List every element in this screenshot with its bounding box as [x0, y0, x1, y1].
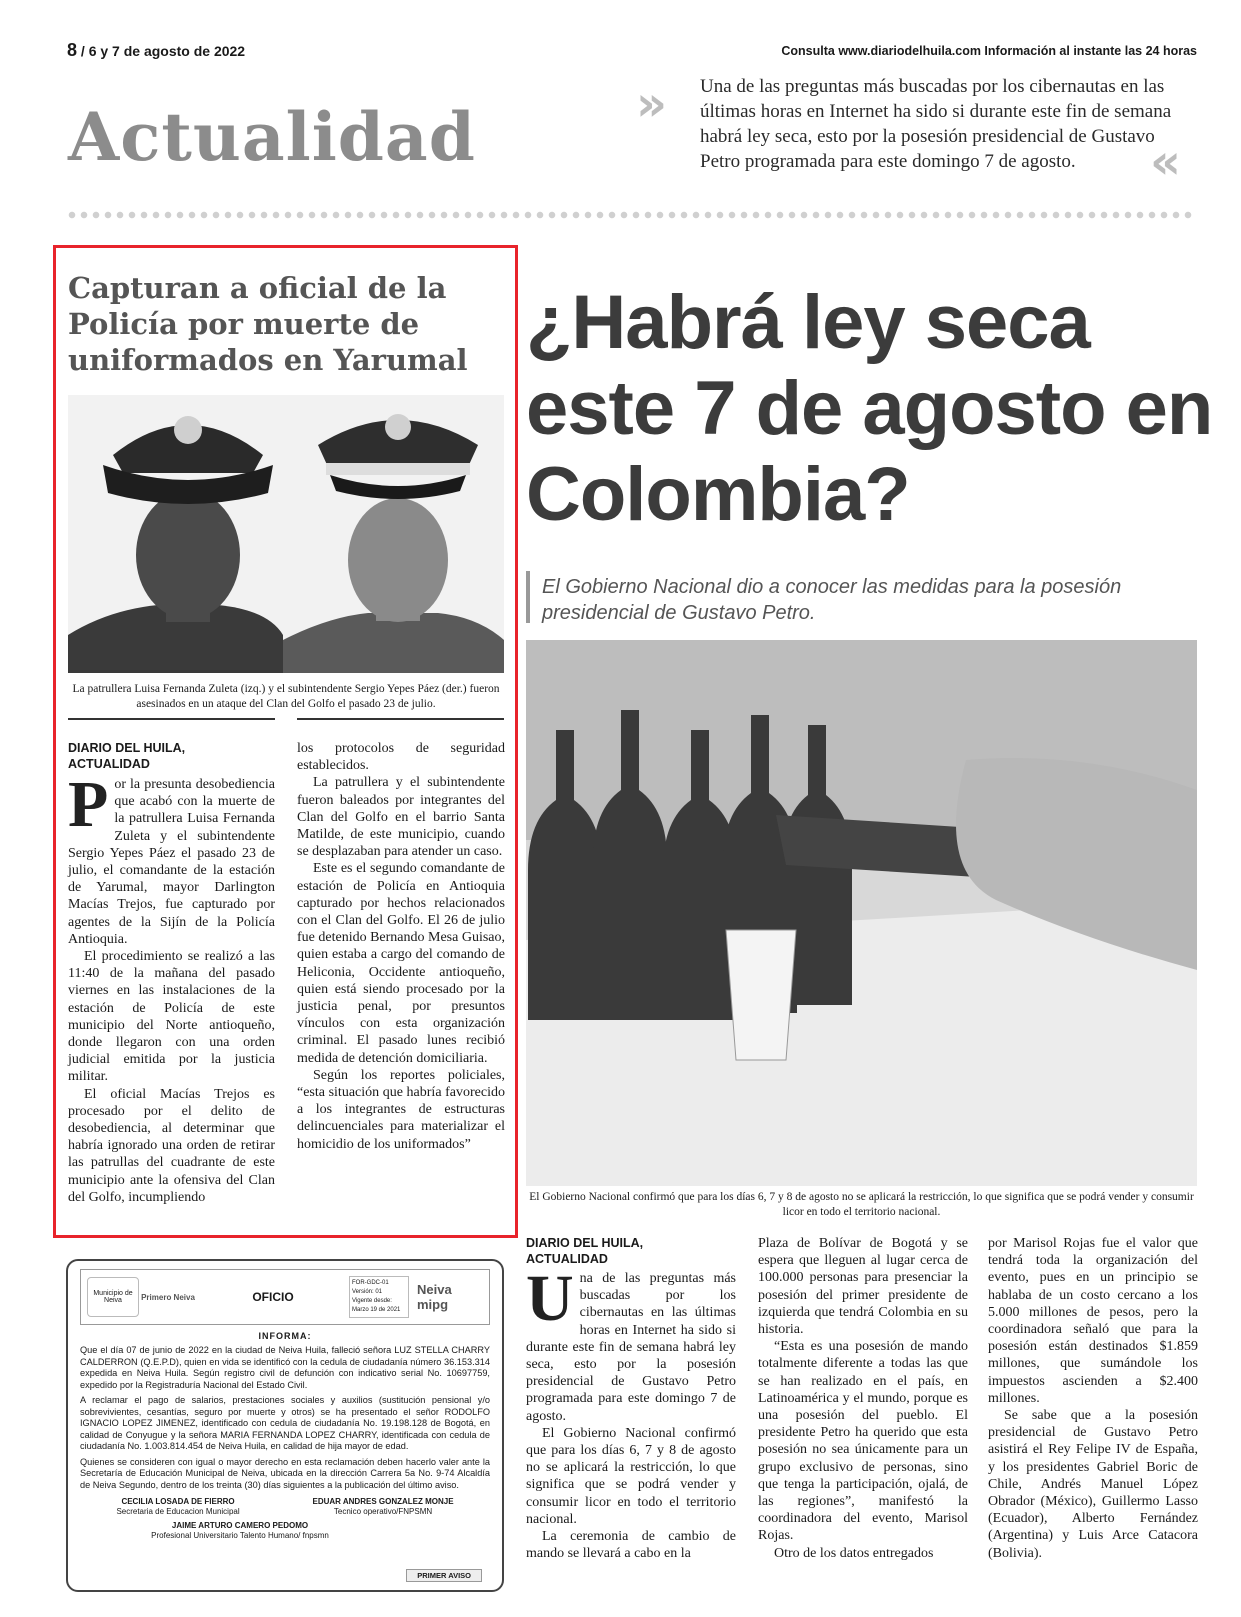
notice-paragraph: Quienes se consideren con igual o mayor derecho en esta reclamación deben hacerlo valer ante la Secretaría de Educación Municipal de Neiva, ubicada en la dirección Carrera 5a No. 9-74 Alcaldía de Neiva Segundo, dentro de los treinta (30) días siguientes a la publicación del último aviso.: [80, 1456, 490, 1490]
paragraph: los protocolos de seguridad establecidos.: [297, 741, 505, 774]
beer-bottles-photo: [526, 640, 1197, 1186]
municipality-logo: Municipio de Neiva: [87, 1277, 139, 1317]
chevron-right-icon: »: [636, 76, 668, 132]
signer-name: EDUAR ANDRES GONZALEZ MONJE: [312, 1497, 454, 1506]
meta-version: Versión: 01: [352, 1289, 383, 1295]
neiva-logo-text: Neiva: [417, 1282, 452, 1297]
portrait-caption: La patrullera Luisa Fernanda Zuleta (izq.) y el subintendente Sergio Yepes Páez (der.) fueron asesinados en un ataque del Clan del Golfo el pasado 23 de julio.: [72, 683, 500, 710]
beer-bottles-illustration: [526, 640, 1197, 1186]
signer-role: Secretaria de Educacion Municipal: [116, 1507, 240, 1516]
boxed-article-column-2: [297, 740, 505, 1153]
legal-notice: [66, 1259, 504, 1592]
drop-cap: U: [526, 1262, 574, 1335]
paragraph: Plaza de Bolívar de Bogotá y se espera que lleguen al lugar cerca de 100.000 personas para presenciar la posesión del primer presidente de izquierda que tendrá Colombia en su historia.: [758, 1236, 968, 1338]
main-headline: ¿Habrá ley seca este 7 de agosto en Colombia?: [526, 280, 1213, 537]
subheadline-bar: [526, 571, 530, 623]
paragraph: na de las preguntas más buscadas por los cibernautas en las últimas horas en Internet ha sido si durante este fin de semana habrá ley seca, esto por la posesión presidencial de Gustavo Petro programada para este domingo 7 de agosto.: [526, 1271, 736, 1424]
signature-block: [116, 1497, 239, 1517]
signer-role: Profesional Universitario Talento Humano/ fnpsmn: [151, 1531, 329, 1540]
paragraph: por Marisol Rojas fue el valor que tendrá toda la organización del evento, pues en un principio se hablaba de un costo cercano a los 5.000 millones de pesos, pero la coordinadora señaló que para la posesión están destinados $1.859 millones, que sumándole los impuestos ascienden a $2.400 millones.: [988, 1236, 1198, 1406]
signer-name: JAIME ARTURO CAMERO PEDOMO: [171, 1521, 309, 1530]
chevron-left-icon: «: [1150, 134, 1182, 190]
mipg-logo-text: mipg: [417, 1297, 449, 1312]
meta-date: Vigente desde: Marzo 19 de 2021: [352, 1298, 401, 1313]
column-rule: [297, 718, 504, 720]
paragraph: or la presunta desobediencia que acabó con la muerte de la patrullera Luisa Fernanda Zuleta y el subintendente Sergio Yepes Páez el pasado 23 de julio, el comandante de la estación de Yarumal, mayor Darlington Macías Trejos, fue capturado por agentes de la Sijín de la Policía Antioquia.: [68, 777, 275, 947]
section-title: Actualidad: [68, 98, 476, 176]
subheadline: El Gobierno Nacional dio a conocer las medidas para la posesión presidencial de Gustavo Petro.: [542, 576, 1122, 624]
byline-section: ACTUALIDAD: [526, 1252, 608, 1266]
notice-aviso-badge: PRIMER AVISO: [406, 1569, 482, 1582]
page-number: 8: [67, 40, 78, 60]
intro-blurb: Una de las preguntas más buscadas por los cibernautas en las últimas horas en Internet ha sido si durante este fin de semana habrá ley seca, esto por la posesión presidencial de Gustavo Petro programada para este domingo 7 de agosto.: [700, 76, 1172, 172]
paragraph: La patrullera y el subintendente fueron baleados por integrantes del Clan del Golfo en el barrio Santa Matilde, de este municipio, cuando se desplazaban para atender un caso.: [297, 775, 505, 860]
main-article-column-3: [988, 1235, 1198, 1562]
signature-block: [313, 1497, 454, 1517]
notice-paragraph: Que el día 07 de junio de 2022 en la ciudad de Neiva Huila, falleció señora LUZ STELLA CHARRY CALDERRON (Q.E.P.D), quien en vida se identificó con la cedula de ciudadanía número 36.153.314 expedida en Neiva Huila. Según registro civil de defunción con indicativo serial No. 10697759, expedido por la Registraduría Nacional del Estado Civil.: [80, 1345, 490, 1390]
paragraph: El Gobierno Nacional confirmó que para los días 6, 7 y 8 de agosto no se aplicará la restricción, lo que significa que se podrá vender y consumir licor en todo el territorio nacional.: [526, 1425, 736, 1527]
signer-role: Tecnico operativo/FNPSMN: [333, 1507, 433, 1516]
boxed-article-column-1: [68, 768, 275, 1206]
officers-portrait-illustration: [68, 395, 504, 673]
meta-code: FOR-GDC-01: [352, 1280, 389, 1286]
main-article-column-1: [526, 1262, 736, 1562]
page-header-right: [781, 44, 1197, 58]
paragraph: Según los reportes policiales, “esta situación que habría favorecido a los integrantes de estructuras delincuenciales para materializar el homicidio de los uniformados”: [297, 1067, 505, 1152]
notice-title: OFICIO: [252, 1290, 294, 1304]
neiva-logo: [417, 1282, 483, 1312]
photo-caption: El Gobierno Nacional confirmó que para los días 6, 7 y 8 de agosto no se aplicará la restricción, lo que significa que se podrá vender y consumir licor en todo el territorio nacional.: [529, 1191, 1194, 1218]
paragraph: “Esta es una posesión de mando totalmente diferente a todas las que se han realizado en el país, en Latinoamérica y el mundo, porque es una posesión del pueblo. El presidente Petro ha querido que esta posesión no sea únicamente para un grupo exclusivo de personas, sino que tenga la participación, ojalá, de las regiones”, manifestó la coordinadora del evento, Marisol Rojas.: [758, 1339, 968, 1544]
signature-block: [80, 1521, 400, 1541]
paragraph: Se sabe que a la posesión presidencial de Gustavo Petro asistirá el Rey Felipe IV de España, y los presidentes Gabriel Boric de Chile, Andrés Manuel López Obrador (México), Guillermo Lasso (Ecuador), Alberto Fernández (Argentina) y Luis Arce Catacora (Bolivia).: [988, 1408, 1198, 1561]
paragraph: El procedimiento se realizó a las 11:40 de la mañana del pasado viernes en las instalaciones de la estación de Policía de este municipio del Norte antioqueño, donde llegaron con una orden judicial emitida por la justicia militar.: [68, 949, 275, 1085]
paragraph: La ceremonia de cambio de mando se llevará a cabo en la: [526, 1529, 736, 1562]
page-header-left: [67, 40, 245, 61]
notice-paragraph: A reclamar el pago de salarios, prestaciones sociales y auxilios (sustitución pensional y/o sobrevivientes, cesantías, seguro por muerte y otros) se ha presentado el señor RODOLFO IGNACIO LOPEZ JIMENEZ, identificado con cedula de ciudadanía No. 19.198.128 de Bogotá, en calidad de Conyugue y la señora MARIA FERNANDA LOPEZ CHARRY, identificada con cedula de ciudadanía No. 1.003.814.454 de Neiva Huila, en calidad de hija mayor de edad.: [80, 1395, 490, 1451]
signer-name: CECILIA LOSADA DE FIERRO: [121, 1497, 235, 1506]
byline-section: ACTUALIDAD: [68, 757, 150, 771]
column-rule: [68, 718, 275, 720]
paragraph: Otro de los datos entregados: [774, 1545, 934, 1561]
site-link[interactable]: www.diariodelhuila.com: [838, 44, 981, 58]
byline-outlet: DIARIO DEL HUILA,: [526, 1236, 644, 1250]
header-consulta: Consulta: [781, 44, 839, 58]
notice-meta: [349, 1276, 409, 1318]
notice-informa: INFORMA:: [258, 1331, 312, 1341]
paragraph: El oficial Macías Trejos es procesado por el delito de desobediencia, al determinar que habría ignorado una orden de retirar las patrullas del cuadrante de este municipio ante la ofensiva del Clan del Golfo, incumpliendo: [68, 1086, 275, 1205]
main-article-column-2: [758, 1235, 968, 1562]
drop-cap: P: [68, 768, 109, 841]
header-tagline: Información al instante las 24 horas: [980, 44, 1197, 58]
officers-portrait-photo: [68, 395, 504, 673]
notice-header: [80, 1269, 490, 1325]
boxed-article-title: Capturan a oficial de la Policía por muerte de uniformados en Yarumal: [68, 271, 468, 377]
issue-date: 6 y 7 de agosto de 2022: [88, 43, 246, 59]
primero-neiva-logo: Primero Neiva: [141, 1292, 195, 1302]
byline-outlet: DIARIO DEL HUILA,: [68, 741, 186, 755]
notice-signatures: [80, 1497, 490, 1517]
paragraph: Este es el segundo comandante de estación de Policía en Antioquia capturado por hechos relacionados con el Clan del Golfo. El 26 de julio fue detenido Bernando Mesa Guisao, quien estaba a cargo del comando de Heliconia, Occidente antioqueño, quien está siendo procesado por la justicia penal, por presuntos vínculos con esta organización criminal. El pasado lunes recibió medida de detención domiciliaria.: [297, 861, 505, 1066]
header-slash: /: [80, 43, 89, 59]
section-divider: [66, 208, 1196, 222]
